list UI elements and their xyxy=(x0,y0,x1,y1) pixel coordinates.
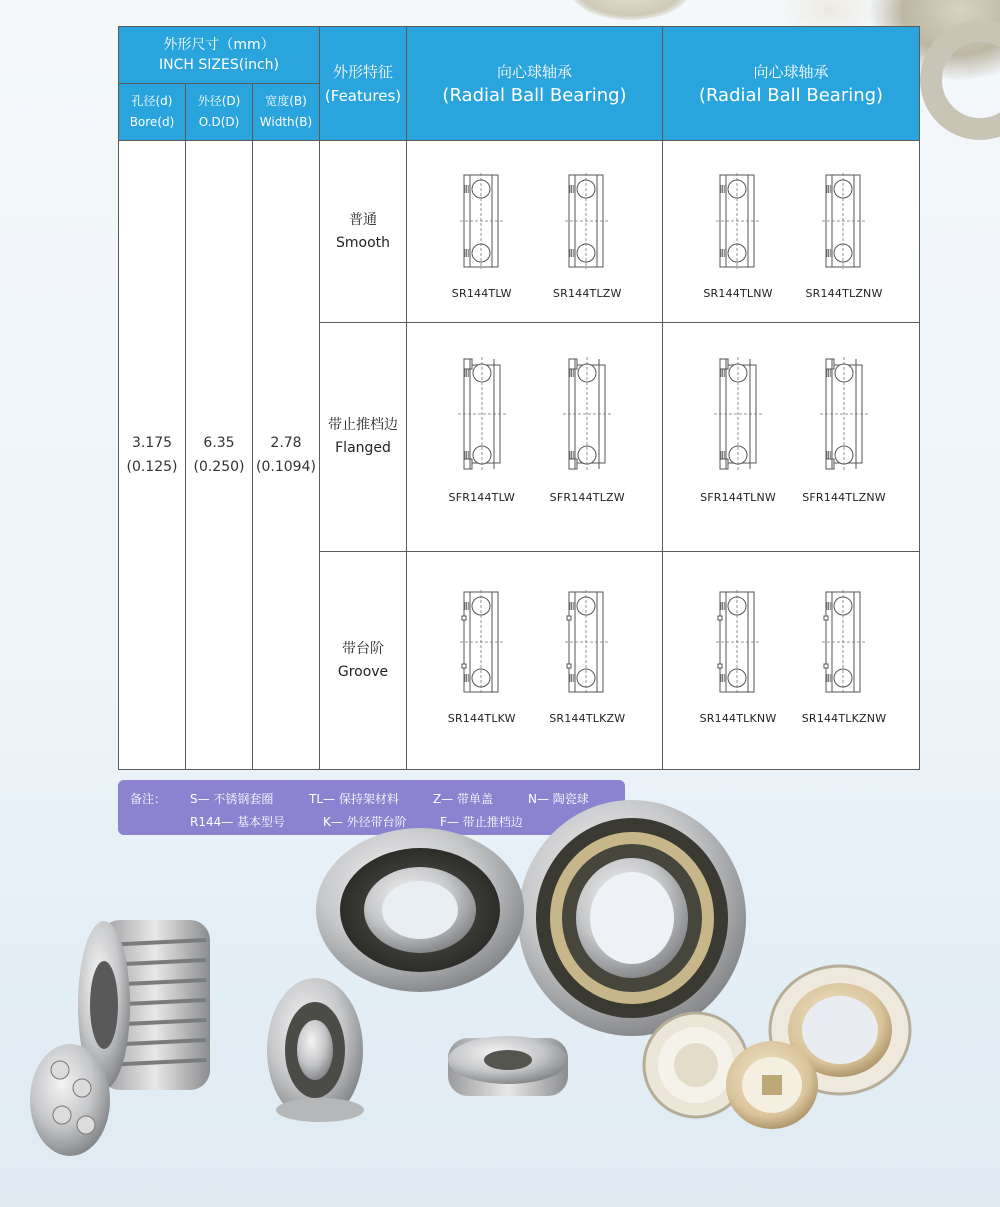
bearing-code: SR144TLZNW xyxy=(805,287,883,300)
od-value: 6.35 xyxy=(203,435,235,451)
radial-bearing-header-cn: 向心球轴承 xyxy=(497,62,573,81)
note-tl: TL— 保持架材料 xyxy=(309,792,399,806)
width-value: 2.78 xyxy=(270,435,302,451)
bearing-cross-section-icon xyxy=(563,353,611,475)
bearing-item xyxy=(429,353,535,504)
bearing-item xyxy=(535,353,641,504)
bearing-item xyxy=(429,588,535,725)
features-header-en: (Features) xyxy=(324,86,402,105)
drawing-cell xyxy=(663,552,920,770)
od-value-cell xyxy=(186,141,253,770)
note-n: N— 陶瓷球 xyxy=(528,792,589,806)
drawing-cell xyxy=(663,323,920,552)
bore-inch-value: (0.125) xyxy=(126,459,178,475)
note-k: K— 外径带台阶 xyxy=(323,815,407,829)
od-inch-value: (0.250) xyxy=(193,459,245,475)
bearing-code: SR144TLKW xyxy=(447,712,516,725)
bearing-cross-section-icon xyxy=(716,171,760,271)
bore-value-cell xyxy=(119,141,186,770)
bearing-code: SFR144TLNW xyxy=(700,491,776,504)
radial-bearing-header-en: (Radial Ball Bearing) xyxy=(442,84,627,106)
bearing-cross-section-icon xyxy=(822,171,866,271)
bearing-code: SR144TLW xyxy=(451,287,512,300)
note-r144: R144— 基本型号 xyxy=(190,815,286,829)
feature-cell-groove xyxy=(320,552,407,770)
od-header xyxy=(186,84,253,141)
radial-bearing-header-cn: 向心球轴承 xyxy=(753,62,829,81)
dimensions-header-cn: 外形尺寸（mm） xyxy=(163,37,275,53)
dimensions-header-en: INCH SIZES(inch) xyxy=(159,57,279,73)
bearing-item xyxy=(685,353,791,504)
bearing-code: SFR144TLW xyxy=(448,491,515,504)
drawing-cell xyxy=(407,141,663,323)
bearing-cross-section-icon xyxy=(460,588,504,696)
feature-cell-flanged xyxy=(320,323,407,552)
bearing-code: SR144TLKZNW xyxy=(801,712,887,725)
radial-bearing-header-en: (Radial Ball Bearing) xyxy=(698,84,884,106)
feature-en: Groove xyxy=(337,663,389,680)
drawing-cell xyxy=(407,323,663,552)
width-header-cn: 宽度(B) xyxy=(265,94,307,108)
features-header-cn: 外形特征 xyxy=(333,62,394,81)
bearing-cross-section-icon xyxy=(822,588,866,696)
bearing-cross-section-icon xyxy=(565,588,609,696)
bearing-item xyxy=(791,171,897,300)
bearing-code: SFR144TLZNW xyxy=(802,491,886,504)
drawing-cell xyxy=(407,552,663,770)
drawing-cell xyxy=(663,141,920,323)
bearing-item xyxy=(429,171,535,300)
background-bearing-decoration xyxy=(570,0,690,20)
bearing-cross-section-icon xyxy=(460,171,504,271)
bearing-code: SR144TLNW xyxy=(703,287,773,300)
bearing-spec-table xyxy=(118,26,920,770)
bearing-item xyxy=(791,353,897,504)
note-s: S— 不锈钢套圈 xyxy=(190,792,274,806)
feature-en: Smooth xyxy=(336,234,391,251)
bearing-code: SFR144TLZW xyxy=(549,491,625,504)
large-bearing xyxy=(518,800,746,1036)
dimensions-header xyxy=(119,27,320,84)
bearing-item xyxy=(685,588,791,725)
bearing-cross-section-icon xyxy=(714,353,762,475)
bearing-cross-section-icon xyxy=(820,353,868,475)
bearing-item xyxy=(685,171,791,300)
note-f: F— 带止推档边 xyxy=(440,815,523,829)
bearing-photo xyxy=(20,770,980,1190)
feature-cn: 带台阶 xyxy=(342,640,385,657)
bearing-cross-section-icon xyxy=(458,353,506,475)
od-header-en: O.D(D) xyxy=(198,115,240,129)
ball-bearing-small xyxy=(30,1044,110,1156)
notes-label: 备注： xyxy=(130,792,167,806)
radial-bearing-header-1 xyxy=(407,27,663,141)
note-z: Z— 带单盖 xyxy=(433,792,494,806)
feature-cn: 带止推档边 xyxy=(328,417,399,433)
radial-bearing-header-2 xyxy=(663,27,920,141)
bearing-cross-section-icon xyxy=(716,588,760,696)
bore-header-en: Bore(d) xyxy=(129,115,175,129)
sealed-bearing xyxy=(316,828,524,992)
features-header xyxy=(320,27,407,141)
width-value-cell xyxy=(253,141,320,770)
bore-value: 3.175 xyxy=(131,435,173,451)
bearing-cross-section-icon xyxy=(565,171,609,271)
roller-bearing-photo xyxy=(448,1036,568,1096)
feature-cell-smooth xyxy=(320,141,407,323)
bearing-code: SR144TLZW xyxy=(552,287,622,300)
flanged-bearing-photo xyxy=(267,978,364,1122)
feature-en: Flanged xyxy=(335,440,391,456)
bearing-item xyxy=(535,171,641,300)
width-inch-value: (0.1094) xyxy=(256,459,316,475)
width-header-en: Width(B) xyxy=(259,115,313,129)
bearing-item xyxy=(535,588,641,725)
width-header xyxy=(253,84,320,141)
bore-header xyxy=(119,84,186,141)
bearing-code: SR144TLKNW xyxy=(699,712,777,725)
bearing-item xyxy=(791,588,897,725)
od-header-cn: 外径(D) xyxy=(197,94,241,108)
bearing-code: SR144TLKZW xyxy=(549,712,626,725)
feature-cn: 普通 xyxy=(349,211,378,228)
bore-header-cn: 孔径(d) xyxy=(131,94,173,108)
